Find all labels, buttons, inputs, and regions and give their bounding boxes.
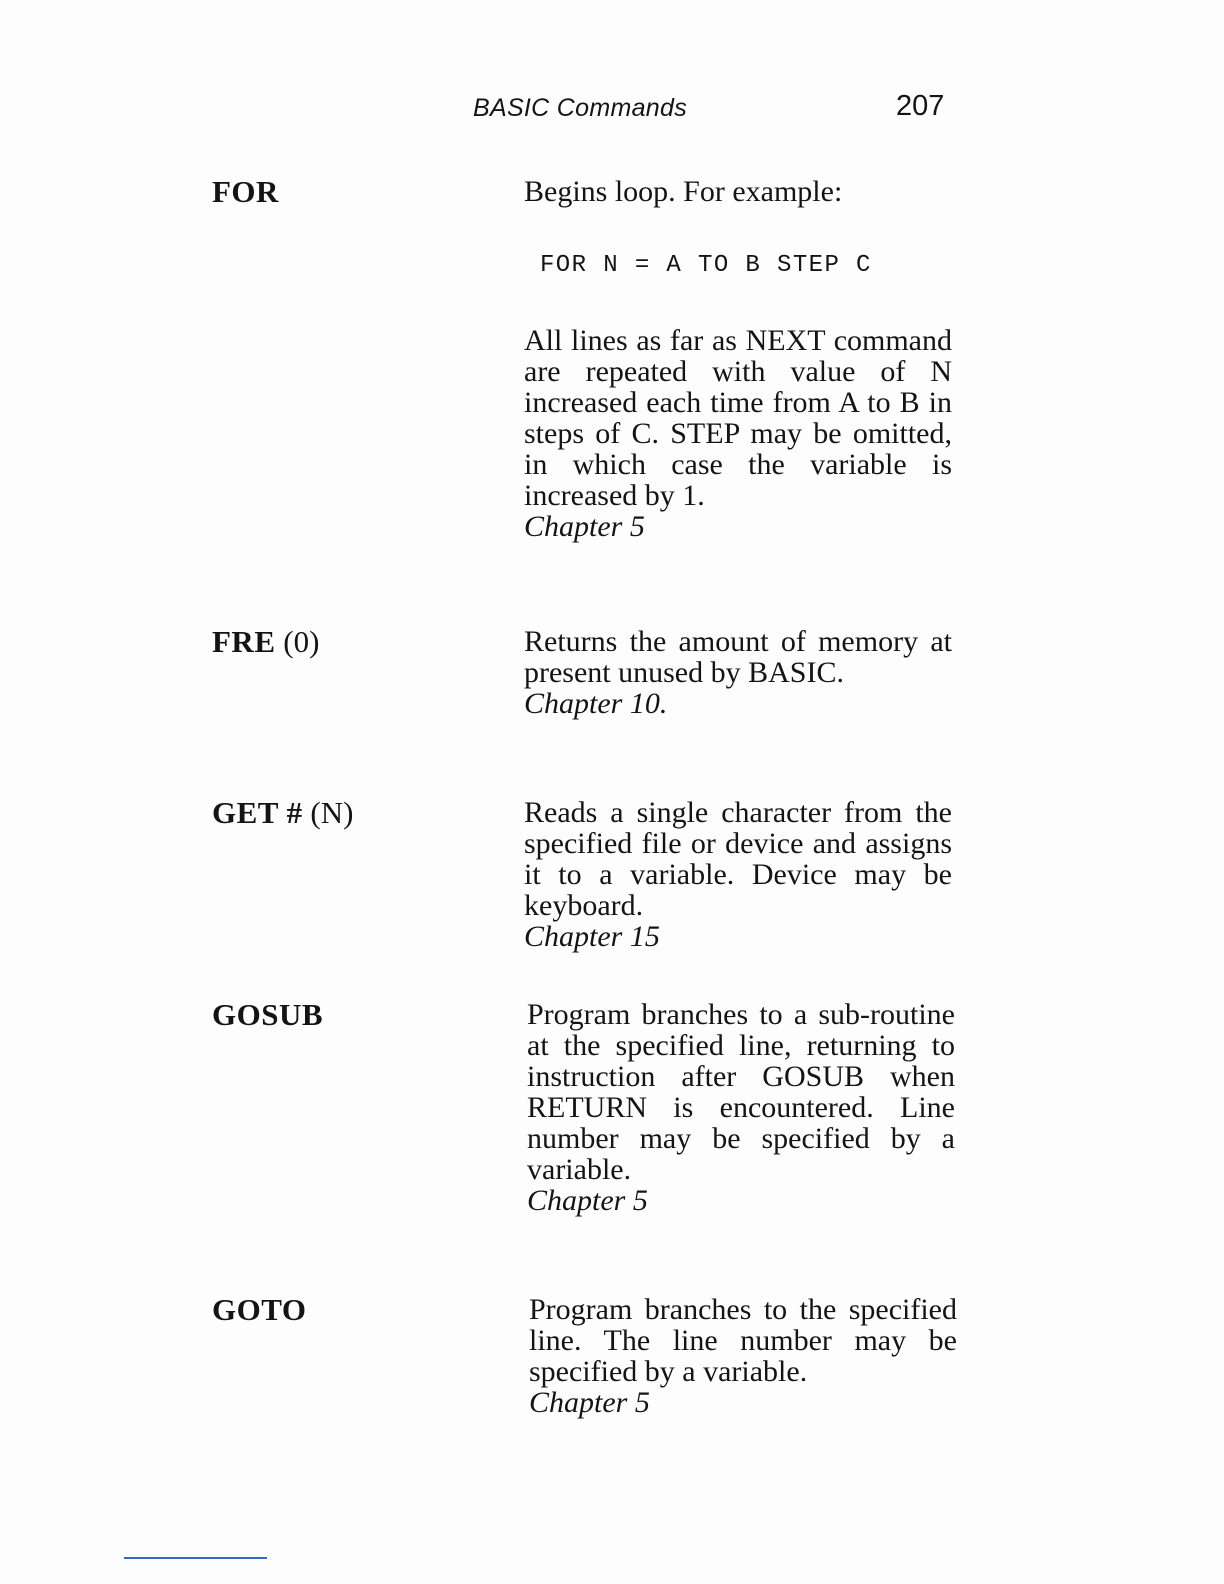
chapter-reference: Chapter 5 <box>527 1184 648 1217</box>
entry-term <box>212 999 323 1030</box>
running-title: BASIC Commands <box>473 94 687 122</box>
description-text: Reads a single character from the specified file or device and assigns it to a variable. Device may be keyboard. <box>524 796 952 922</box>
entry-description <box>524 176 952 542</box>
entry-term <box>212 176 279 207</box>
entry-term <box>212 626 319 657</box>
page-number: 207 <box>896 90 945 122</box>
command-keyword: GOSUB <box>212 997 324 1032</box>
chapter-reference: Chapter 15 <box>524 920 660 953</box>
chapter-reference: Chapter 5 <box>529 1386 650 1419</box>
entry-term <box>212 797 353 828</box>
entry-description <box>529 1294 957 1418</box>
description-intro: Begins loop. For example: <box>524 175 843 208</box>
command-argument: (0) <box>283 624 320 659</box>
entry-description <box>524 626 952 719</box>
code-example: FOR N = A TO B STEP C <box>540 252 872 279</box>
chapter-reference: Chapter 10. <box>524 687 668 720</box>
command-keyword: FRE <box>212 624 276 659</box>
description-text: Returns the amount of memory at present unused by BASIC. <box>524 625 952 689</box>
description-text: All lines as far as NEXT command are repeated with value of N increased each time from A to B in steps of C. STEP may be omitted, in which case the variable is increased by 1. <box>524 324 952 512</box>
entry-description <box>524 797 952 952</box>
entry-description <box>527 999 955 1216</box>
command-keyword: GOTO <box>212 1292 307 1327</box>
command-keyword: FOR <box>212 174 279 209</box>
chapter-reference: Chapter 5 <box>524 510 645 543</box>
command-keyword: GET # <box>212 795 303 830</box>
description-text: Program branches to a sub-routine at the specified line, returning to instruction after GOSUB when RETURN is encountered. Line number may be specified by a variable. <box>527 998 955 1186</box>
command-argument: (N) <box>310 795 354 830</box>
entry-term <box>212 1294 306 1325</box>
footer-rule <box>124 1557 267 1559</box>
description-text: Program branches to the specified line. The line number may be specified by a variable. <box>529 1293 957 1388</box>
